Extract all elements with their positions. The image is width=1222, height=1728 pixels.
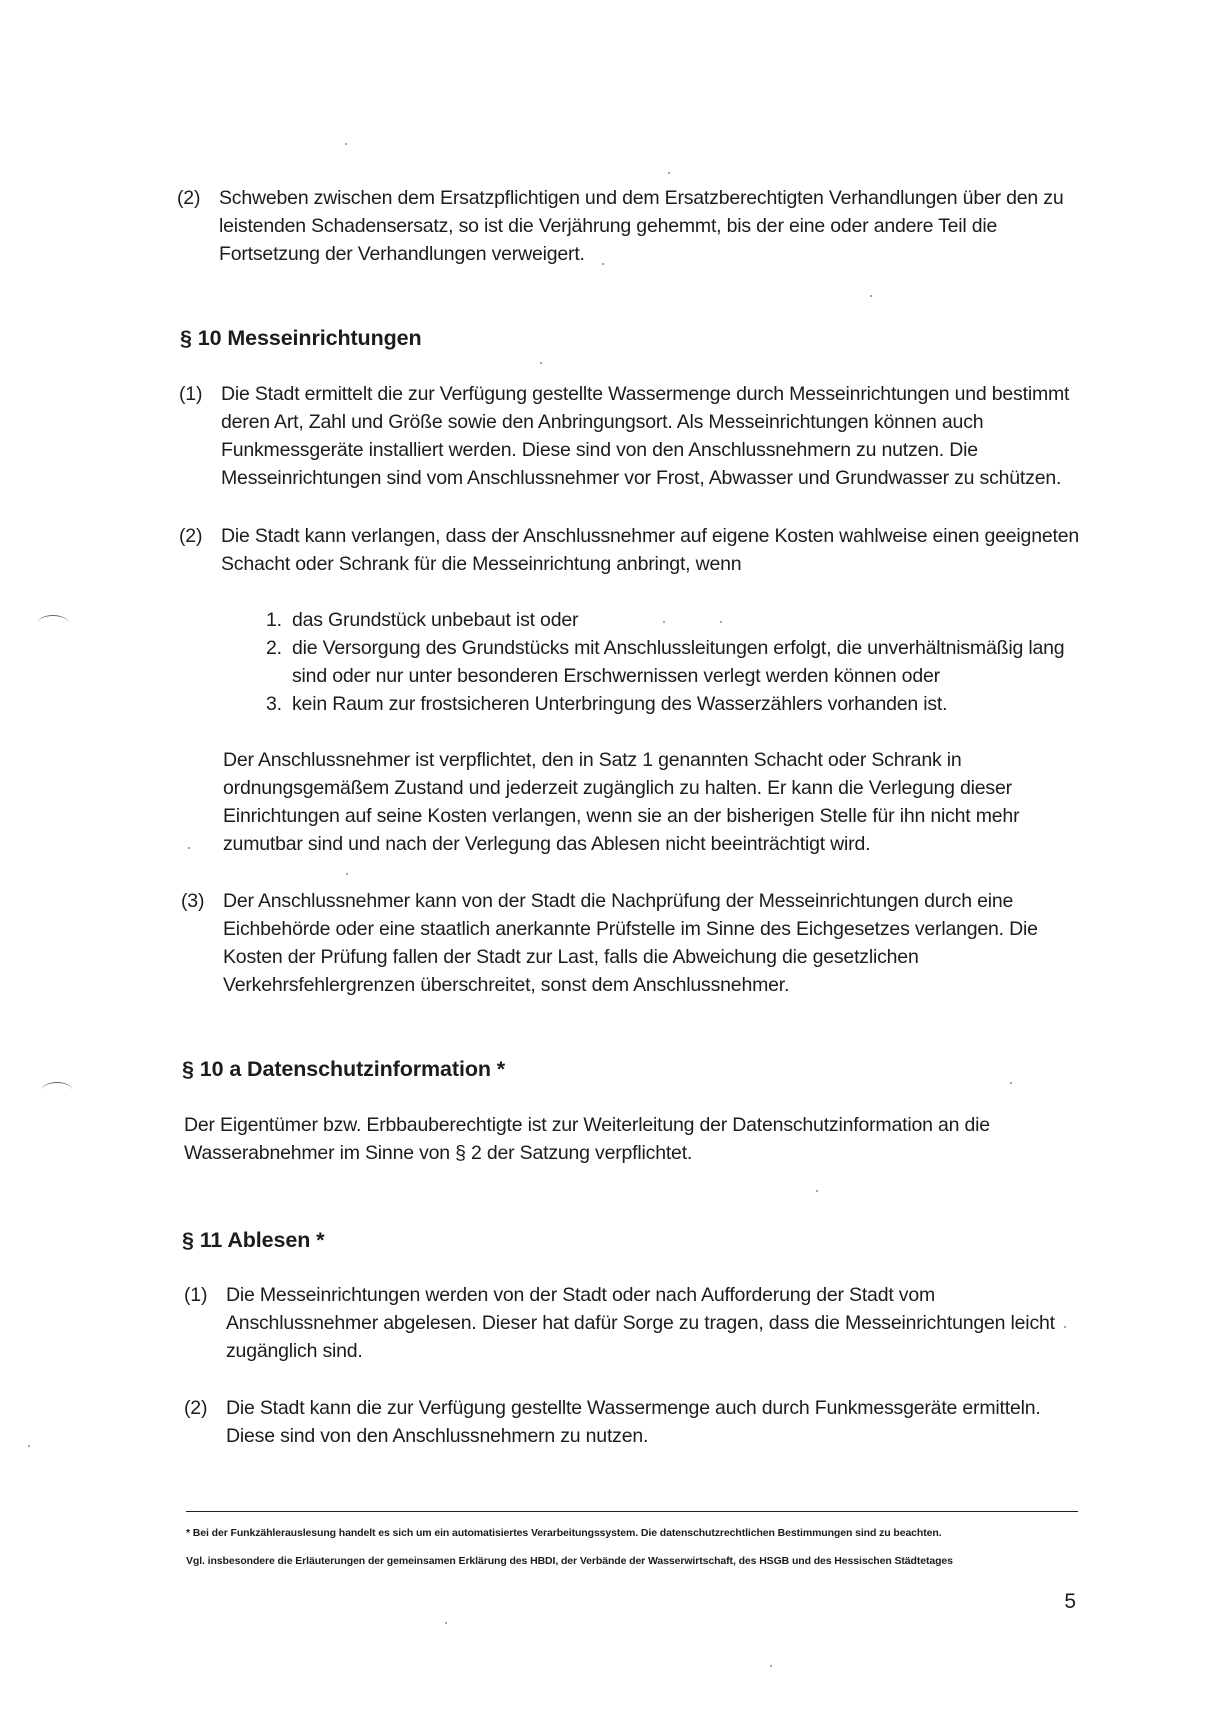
paragraph-number: (2) bbox=[179, 525, 203, 547]
paragraph-number: (2) bbox=[177, 187, 201, 209]
paragraph-text: Die Stadt ermittelt die zur Verfügung gestellte Wassermenge durch Messeinrichtungen und bestimmt deren Art, Zahl und Größe sowie den Anbringungsort. Als Messeinrichtungen können auch Funkmessgeräte installiert werden. Diese sind von den Anschlussnehmern zu nutzen. Die Messeinrichtungen sind vom Anschlussnehmer vor Frost, Abwasser und Grundwasser zu schützen. bbox=[221, 383, 1070, 489]
section-heading-11: § 11 Ablesen * bbox=[182, 1228, 325, 1252]
paragraph-text: Die Stadt kann die zur Verfügung gestellte Wassermenge auch durch Funkmessgeräte ermitteln. Diese sind von den Anschlussnehmern zu nutzen. bbox=[226, 1397, 1041, 1447]
paragraph-9-2 bbox=[177, 184, 1082, 268]
scan-speck bbox=[816, 1190, 818, 1192]
paragraph-number: (1) bbox=[179, 383, 203, 405]
paragraph-10-2 bbox=[179, 522, 1084, 578]
list-item-text: die Versorgung des Grundstücks mit Anschlussleitungen erfolgt, die unverhältnismäßig lang sind oder nur unter besonderen Erschwernissen verlegt werden können oder bbox=[292, 637, 1065, 687]
paragraph-text: Die Stadt kann verlangen, dass der Anschlussnehmer auf eigene Kosten wahlweise einen geeigneten Schacht oder Schrank für die Messeinrichtung anbringt, wenn bbox=[221, 525, 1079, 575]
paragraph-text: Schweben zwischen dem Ersatzpflichtigen und dem Ersatzberechtigten Verhandlungen über den zu leistenden Schadensersatz, so ist die Verjährung gehemmt, bis der eine oder andere Teil die Fortsetzung der Verhandlungen verweigert. bbox=[219, 187, 1064, 265]
scan-speck bbox=[445, 1622, 447, 1624]
footnote-line-2: Vgl. insbesondere die Erläuterungen der gemeinsamen Erklärung des HBDI, der Verbände der Wasserwirtschaft, des HSGB und des Hessischen Städtetages bbox=[186, 1555, 953, 1567]
paragraph-number: (2) bbox=[184, 1397, 208, 1419]
scan-speck bbox=[188, 847, 190, 849]
scan-speck bbox=[1010, 1082, 1012, 1084]
paragraph-10a: Der Eigentümer bzw. Erbbauberechtigte ist zur Weiterleitung der Datenschutzinformation an die Wasserabnehmer im Sinne von § 2 der Satzung verpflichtet. bbox=[184, 1114, 990, 1164]
paragraph-number: (1) bbox=[184, 1284, 208, 1306]
paragraph-number: (3) bbox=[181, 890, 205, 912]
list-item bbox=[266, 690, 1082, 718]
list-item-text: das Grundstück unbebaut ist oder bbox=[292, 609, 579, 631]
scan-mark bbox=[38, 615, 68, 630]
paragraph-11-2 bbox=[184, 1394, 1064, 1450]
footnote-rule bbox=[186, 1511, 1078, 1512]
page-number: 5 bbox=[1064, 1590, 1076, 1613]
scan-speck bbox=[668, 172, 670, 174]
scan-speck bbox=[870, 295, 872, 297]
scan-speck bbox=[540, 362, 542, 364]
paragraph-text: Der Anschlussnehmer kann von der Stadt die Nachprüfung der Messeinrichtungen durch eine Eichbehörde oder eine staatlich anerkannte Prüfstelle im Sinne des Eichgesetzes verlangen. Die Kosten der Prüfung fallen der Stadt zur Last, falls die Abweichung die gesetzlichen Verkehrsfehlergrenzen überschreitet, sonst dem Anschlussnehmer. bbox=[223, 890, 1038, 996]
section-heading-10a: § 10 a Datenschutzinformation * bbox=[182, 1057, 506, 1081]
list-item bbox=[266, 606, 1082, 634]
scan-mark bbox=[42, 1082, 72, 1097]
list-item-number: 1. bbox=[266, 609, 282, 631]
paragraph-10-2-continuation: Der Anschlussnehmer ist verpflichtet, den in Satz 1 genannten Schacht oder Schrank in ordnungsgemäßem Zustand und jederzeit zugänglich zu halten. Er kann die Verlegung dieser Einrichtungen auf seine Kosten verlangen, wenn sie an der bisherigen Stelle für ihn nicht mehr zumutbar sind und nach der Verlegung das Ablesen nicht beeinträchtigt wird. bbox=[223, 749, 1020, 855]
scan-speck bbox=[770, 1665, 772, 1667]
list-item bbox=[266, 634, 1082, 690]
scan-speck bbox=[28, 1445, 30, 1447]
condition-list bbox=[266, 606, 1082, 718]
list-item-number: 3. bbox=[266, 693, 282, 715]
footnote-line-1: * Bei der Funkzählerauslesung handelt es sich um ein automatisiertes Verarbeitungssystem. Die datenschutzrechtlichen Bestimmungen sind zu beachten. bbox=[186, 1527, 942, 1539]
scan-speck bbox=[346, 873, 348, 875]
scan-speck bbox=[345, 143, 347, 145]
paragraph-10-1 bbox=[179, 380, 1084, 492]
paragraph-11-1 bbox=[184, 1281, 1084, 1365]
paragraph-10-3 bbox=[181, 887, 1061, 999]
list-item-number: 2. bbox=[266, 637, 282, 659]
section-heading-10: § 10 Messeinrichtungen bbox=[180, 326, 422, 350]
list-item-text: kein Raum zur frostsicheren Unterbringung des Wasserzählers vorhanden ist. bbox=[292, 693, 948, 715]
paragraph-text: Die Messeinrichtungen werden von der Stadt oder nach Aufforderung der Stadt vom Anschlussnehmer abgelesen. Dieser hat dafür Sorge zu tragen, dass die Messeinrichtungen leicht zugänglich sind. bbox=[226, 1284, 1055, 1362]
